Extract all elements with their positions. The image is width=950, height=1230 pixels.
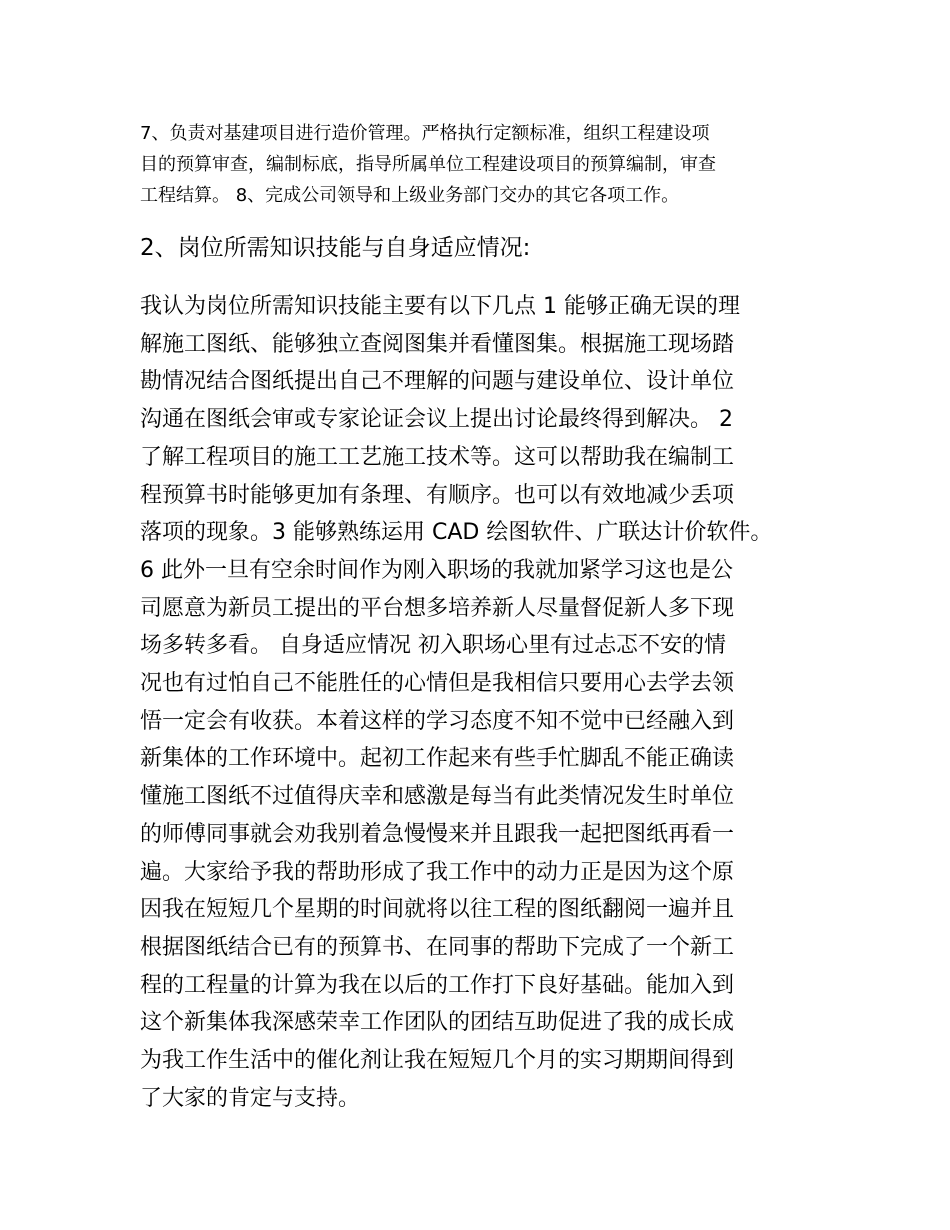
text-line: 悟一定会有收获。本着这样的学习态度不知不觉中已经融入到 (140, 708, 735, 734)
text-line: 司愿意为新员工提出的平台想多培养新人尽量督促新人多下现 (140, 595, 735, 621)
text-line: 新集体的工作环境中。起初工作起来有些手忙脚乱不能正确读 (140, 746, 735, 772)
text-line: 的师傅同事就会劝我别着急慢慢来并且跟我一起把图纸再看一 (140, 821, 735, 847)
text-line: 因我在短短几个星期的时间就将以往工程的图纸翻阅一遍并且 (140, 897, 735, 923)
text-line: 遍。大家给予我的帮助形成了我工作中的动力正是因为这个原 (140, 859, 735, 885)
text-line: 我认为岗位所需知识技能主要有以下几点 1 能够正确无误的理 (140, 294, 740, 319)
text-line: 场多转多看。 自身适应情况 初入职场心里有过忐忑不安的情 (140, 633, 726, 659)
text-line: 为我工作生活中的催化剂让我在短短几个月的实习期期间得到 (140, 1048, 735, 1074)
section-heading: 2、岗位所需知识技能与自身适应情况: (140, 235, 531, 261)
text-line: 这个新集体我深感荣幸工作团队的团结互助促进了我的成长成 (140, 1010, 735, 1036)
text-line: 工程结算。 8、完成公司领导和上级业务部门交办的其它各项工作。 (140, 185, 680, 206)
text-line: 目的预算审查，编制标底，指导所属单位工程建设项目的预算编制，审查 (140, 154, 716, 175)
text-line: 了大家的肯定与支持。 (140, 1085, 361, 1111)
text-line: 6 此外一旦有空余时间作为刚入职场的我就加紧学习这也是公 (140, 557, 733, 583)
skills-paragraph (140, 288, 830, 1117)
text-line: 勘情况结合图纸提出自己不理解的问题与建设单位、设计单位 (140, 369, 735, 395)
text-line: 程的工程量的计算为我在以后的工作打下良好基础。能加入到 (140, 972, 735, 998)
responsibilities-paragraph (140, 118, 830, 211)
text-line: 了解工程项目的施工工艺施工技术等。这可以帮助我在编制工 (140, 444, 735, 470)
text-line: 沟通在图纸会审或专家论证会议上提出讨论最终得到解决。 2 (140, 407, 733, 433)
text-line: 根据图纸结合已有的预算书、在同事的帮助下完成了一个新工 (140, 934, 735, 960)
text-line: 况也有过怕自己不能胜任的心情但是我相信只要用心去学去领 (140, 671, 735, 697)
text-line: 7、负责对基建项目进行造价管理。严格执行定额标准，组织工程建设项 (140, 123, 710, 144)
text-line: 懂施工图纸不过值得庆幸和感激是每当有此类情况发生时单位 (140, 784, 735, 810)
text-line: 解施工图纸、能够独立查阅图集并看懂图集。根据施工现场踏 (140, 331, 735, 357)
text-line: 落项的现象。3 能够熟练运用 CAD 绘图软件、广联达计价软件。 (140, 520, 773, 546)
text-line: 程预算书时能够更加有条理、有顺序。也可以有效地减少丢项 (140, 482, 735, 508)
